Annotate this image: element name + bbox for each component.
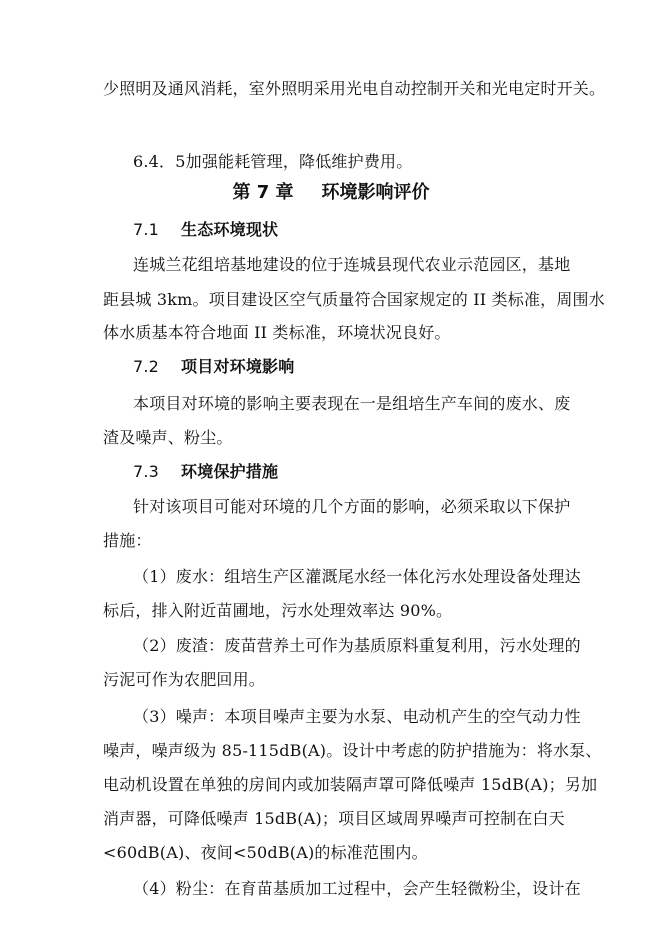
section-heading: [133, 357, 294, 377]
paragraph-line: 措施：: [103, 531, 152, 550]
paragraph-line: 电动机设置在单独的房间内或加装隔声罩可降低噪声 15dB(A)；另加: [103, 775, 598, 794]
paragraph-line: （3）噪声：本项目噪声主要为水泵、电动机产生的空气动力性: [133, 707, 581, 726]
paragraph-line: 噪声，噪声级为 85-115dB(A)。设计中考虑的防护措施为：将水泵、: [103, 741, 602, 760]
paragraph-line: 距县城 3km。项目建设区空气质量符合国家规定的 II 类标准，周围水: [103, 290, 605, 309]
paragraph-line: <60dB(A)、夜间<50dB(A)的标准范围内。: [103, 843, 428, 862]
section-heading: [133, 462, 278, 482]
paragraph-line: （2）废渣：废苗营养土可作为基质原料重复利用，污水处理的: [133, 636, 581, 655]
paragraph-line: 针对该项目可能对环境的几个方面的影响，必须采取以下保护: [133, 497, 571, 516]
paragraph-line: 少照明及通风消耗，室外照明采用光电自动控制开关和光电定时开关。: [103, 79, 606, 98]
chapter-heading: [0, 182, 662, 204]
section-heading: [133, 220, 278, 240]
paragraph-line: 污泥可作为农肥回用。: [103, 670, 266, 689]
paragraph-line: （1）废水：组培生产区灌溉尾水经一体化污水处理设备处理达: [133, 567, 581, 586]
paragraph-line: 连城兰花组培基地建设的位于连城县现代农业示范园区，基地: [133, 255, 571, 274]
section-number: 7.2: [133, 357, 160, 376]
section-title: 环境保护措施: [181, 462, 279, 481]
chapter-number: 第 7 章: [232, 182, 294, 203]
paragraph-line: 体水质基本符合地面 II 类标准，环境状况良好。: [103, 323, 451, 342]
chapter-title: 环境影响评价: [321, 182, 430, 203]
section-title: 项目对环境影响: [181, 357, 295, 376]
section-number: 7.1: [133, 220, 160, 239]
paragraph-line: 标后，排入附近苗圃地，污水处理效率达 90%。: [103, 601, 453, 620]
paragraph-line: 本项目对环境的影响主要表现在一是组培生产车间的废水、废: [133, 394, 571, 413]
paragraph-line: 6.4．5加强能耗管理，降低维护费用。: [133, 152, 413, 171]
section-number: 7.3: [133, 462, 160, 481]
paragraph-line: （4）粉尘：在育苗基质加工过程中，会产生轻微粉尘，设计在: [133, 879, 581, 898]
paragraph-line: 消声器，可降低噪声 15dB(A)；项目区域周界噪声可控制在白天: [103, 809, 565, 828]
paragraph-line: 渣及噪声、粉尘。: [103, 428, 233, 447]
section-title: 生态环境现状: [181, 220, 279, 239]
